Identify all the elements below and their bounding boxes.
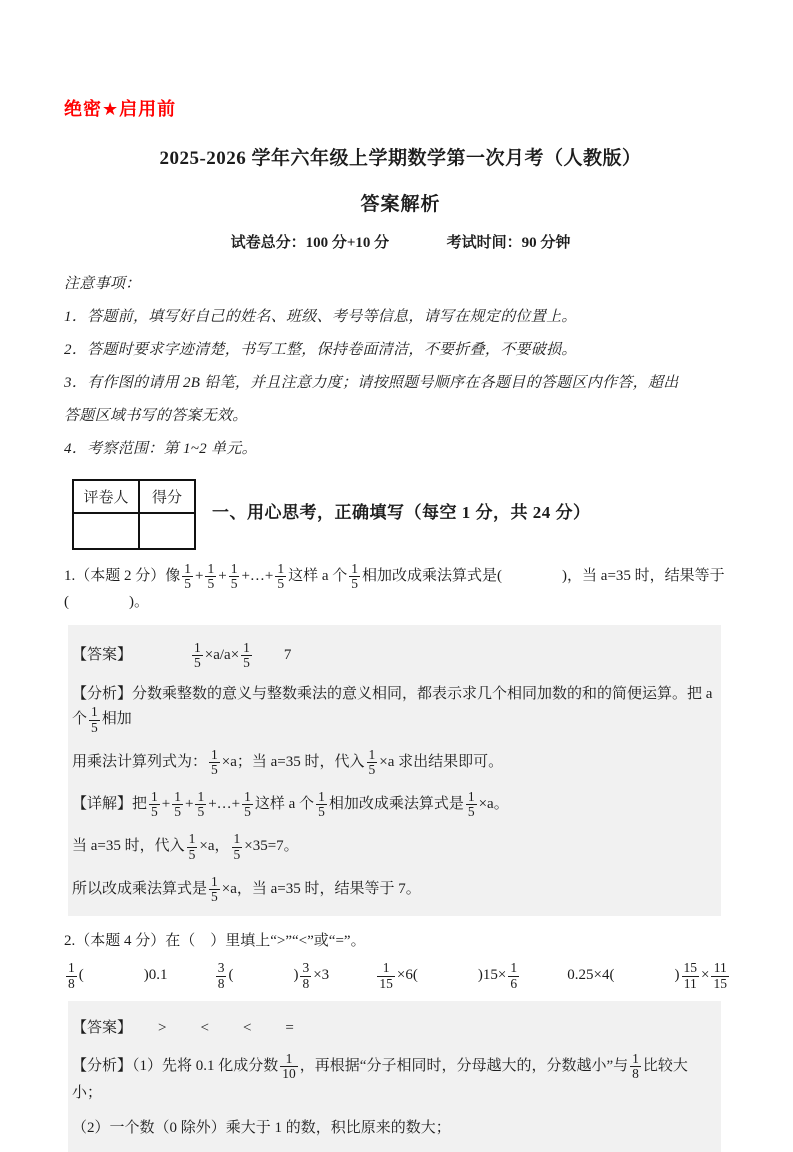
q2-answer-symbol-4: = — [285, 1019, 294, 1036]
fraction-denominator: 5 — [188, 846, 196, 862]
fraction-denominator: 5 — [194, 654, 201, 670]
secrecy-label: 绝密★启用前 — [64, 99, 177, 119]
fraction-numerator: 1 — [230, 561, 238, 576]
grader-score-row — [64, 479, 737, 550]
q2-comparison-item-4 — [567, 961, 731, 990]
plus-sign: + — [195, 568, 204, 585]
fraction-1-8 — [630, 1052, 641, 1081]
q1-detail-text-end: ×a。 — [478, 796, 509, 813]
notes-section — [64, 268, 737, 466]
q1-stem-post: 相加改成乘法算式是( )，当 a=35 时，结果等于( )。 — [64, 568, 725, 611]
q2-answer-symbol-3: < — [242, 1019, 252, 1036]
q2-analysis-text: （1）先将 0.1 化成分数 — [132, 1058, 279, 1075]
fraction-3-8 — [216, 961, 227, 990]
answer-label: 【答案】 — [72, 1019, 133, 1036]
fraction-denominator: 5 — [368, 761, 376, 777]
fraction-numerator: 1 — [211, 746, 218, 762]
fraction-numerator: 1 — [188, 831, 196, 847]
fraction-denominator: 5 — [207, 576, 215, 592]
fraction-denominator: 5 — [91, 719, 98, 735]
q1-detail-text-end: ×a，当 a=35 时，结果等于 7。 — [221, 880, 421, 897]
q1-analysis-text: 用乘法计算列式为： — [72, 753, 208, 770]
q1-analysis-line-1 — [72, 683, 713, 735]
fraction-numerator: 1 — [211, 873, 218, 889]
fraction-denominator: 5 — [351, 576, 359, 592]
fraction-1-5 — [89, 705, 100, 734]
cmp-text: ×6( )15× — [396, 967, 507, 984]
fraction-numerator: 1 — [151, 789, 158, 805]
q2-analysis-line-1 — [72, 1052, 713, 1104]
plus-ellipsis: +…+ — [241, 568, 274, 585]
q1-analysis-text: ×a；当 a=35 时，代入 — [221, 753, 365, 770]
fraction-1-5 — [182, 562, 193, 591]
fraction-numerator: 1 — [368, 746, 376, 762]
note-item-2: 2．答题时要求字迹清楚，书写工整，保持卷面清洁，不要折叠，不要破损。 — [64, 342, 577, 358]
fraction-numerator: 1 — [467, 789, 475, 805]
fraction-numerator: 1 — [243, 639, 250, 655]
cmp-text: × — [701, 967, 710, 984]
page-subtitle: 答案解析 — [360, 194, 441, 215]
fraction-numerator: 1 — [510, 960, 518, 976]
cmp-text: ×3 — [313, 967, 330, 984]
fraction-denominator: 5 — [174, 804, 181, 820]
fraction-denominator: 6 — [510, 975, 518, 991]
fraction-denominator: 5 — [233, 846, 241, 862]
exam-time-text: 考试时间：90 分钟 — [446, 235, 571, 251]
q2-comparison-item-3 — [375, 961, 521, 990]
detail-label: 【详解】 — [72, 796, 133, 813]
fraction-denominator: 5 — [184, 576, 192, 592]
fraction-numerator: 1 — [184, 561, 192, 576]
fraction-1-5 — [192, 641, 203, 670]
fraction-1-5 — [172, 790, 183, 819]
cmp-text: ( )0.1 — [78, 967, 168, 984]
q1-stem-mid: 这样 a 个 — [288, 568, 348, 585]
note-item-4: 4．考察范围：第 1~2 单元。 — [64, 441, 257, 457]
grader-blank-cell[interactable] — [73, 513, 139, 549]
page-title: 2025-2026 学年六年级上学期数学第一次月考（人教版） — [159, 148, 642, 169]
fraction-1-5 — [241, 641, 252, 670]
q1-detail-line-1 — [72, 790, 713, 819]
question-1-stem — [64, 562, 737, 615]
section-1-heading: 一、用心思考，正确填写（每空 1 分，共 24 分） — [212, 503, 591, 522]
exam-info-line — [64, 231, 737, 252]
fraction-1-5 — [205, 562, 216, 591]
score-blank-cell[interactable] — [139, 513, 195, 549]
fraction-denominator: 5 — [197, 804, 205, 820]
fraction-denominator: 11 — [682, 976, 700, 991]
fraction-1-5 — [195, 790, 206, 819]
q2-answer-line — [72, 1017, 713, 1040]
fraction-numerator: 1 — [277, 561, 285, 576]
q1-detail-text: 所以改成乘法算式是 — [72, 880, 208, 897]
q1-stem-pre: 1.（本题 2 分）像 — [64, 568, 181, 585]
q1-answer-block — [68, 625, 721, 917]
fraction-denominator: 5 — [244, 804, 251, 820]
cmp-text: 0.25×4( ) — [567, 967, 680, 984]
fraction-1-5 — [367, 748, 378, 777]
fraction-1-5 — [349, 562, 360, 591]
fraction-denominator: 8 — [302, 975, 310, 991]
fraction-11-15 — [711, 961, 729, 990]
fraction-denominator: 5 — [318, 804, 325, 820]
grader-score-table — [72, 479, 196, 550]
fraction-1-5 — [187, 832, 198, 861]
q1-analysis-text-end: ×a 求出结果即可。 — [379, 753, 504, 770]
fraction-denominator: 5 — [467, 804, 475, 820]
fraction-denominator: 5 — [277, 576, 285, 592]
fraction-denominator: 15 — [379, 975, 393, 991]
q2-answer-symbol-1: > — [158, 1019, 167, 1036]
q2-analysis-text: ，再根据“分子相同时，分母越大的，分数越小”与 — [299, 1058, 629, 1075]
fraction-numerator: 1 — [207, 561, 215, 576]
fraction-1-5 — [316, 790, 327, 819]
q2-answer-block — [68, 1001, 721, 1152]
q2-analysis-text-end: 比较大小； — [72, 1058, 688, 1101]
notes-heading: 注意事项： — [64, 276, 141, 292]
fraction-numerator: 15 — [683, 960, 697, 976]
q1-answer-result: 7 — [283, 646, 292, 663]
fraction-denominator: 8 — [217, 975, 225, 991]
fraction-numerator: 1 — [318, 789, 325, 805]
q2-comparison-row — [64, 961, 737, 990]
fraction-1-8 — [66, 961, 77, 990]
fraction-1-5 — [242, 790, 253, 819]
fraction-denominator: 5 — [243, 654, 250, 670]
fraction-denominator: 10 — [282, 1066, 296, 1082]
plus-sign: + — [185, 796, 194, 813]
q1-answer-line — [72, 641, 713, 670]
fraction-3-8 — [300, 961, 311, 990]
fraction-1-15 — [377, 961, 395, 990]
q2-comparison-item-1 — [64, 961, 168, 990]
q1-analysis-text: 分数乘整数的意义与整数乘法的意义相同，都表示求几个相同加数的和的简便运算。把 a 个 — [72, 685, 713, 728]
fraction-denominator: 8 — [632, 1066, 639, 1082]
q1-detail-line-2 — [72, 832, 713, 861]
fraction-numerator: 1 — [68, 960, 75, 976]
q1-detail-text-end: ×35=7。 — [244, 838, 299, 855]
q2-answer-symbol-2: < — [200, 1019, 209, 1036]
answer-label: 【答案】 — [72, 646, 133, 663]
analysis-label: 【分析】 — [72, 1058, 133, 1075]
fraction-numerator: 11 — [713, 960, 727, 976]
fraction-denominator: 8 — [68, 975, 75, 991]
fraction-numerator: 1 — [382, 960, 390, 976]
fraction-numerator: 1 — [632, 1051, 639, 1067]
total-score-text: 试卷总分：100 分+10 分 — [230, 235, 390, 251]
note-item-3-continued: 答题区域书写的答案无效。 — [64, 408, 248, 424]
cmp-text: ( ) — [228, 967, 299, 984]
fraction-denominator: 5 — [230, 576, 238, 592]
note-item-3: 3．有作图的请用 2B 铅笔，并且注意力度；请按照题号顺序在各题目的答题区内作答，超出 — [64, 375, 679, 391]
note-item-1: 1．答题前，填写好自己的姓名、班级、考号等信息，请写在规定的位置上。 — [64, 309, 577, 325]
analysis-label: 【分析】 — [72, 685, 133, 702]
fraction-numerator: 1 — [174, 789, 181, 805]
fraction-numerator: 1 — [351, 561, 359, 576]
grader-header-cell: 评卷人 — [73, 480, 139, 513]
q2-comparison-item-2 — [214, 961, 329, 990]
fraction-numerator: 3 — [217, 960, 225, 976]
q1-detail-text: 这样 a 个 — [254, 796, 315, 813]
q1-detail-text: 当 a=35 时，代入 — [72, 838, 185, 855]
fraction-1-6 — [508, 961, 519, 990]
plus-ellipsis: +…+ — [208, 796, 241, 813]
q2-analysis-line-2: （2）一个数（0 除外）乘大于 1 的数，积比原来的数大； — [72, 1120, 451, 1137]
fraction-numerator: 1 — [285, 1051, 293, 1067]
fraction-numerator: 1 — [91, 704, 98, 720]
q1-answer-expr: ×a/a× — [204, 646, 240, 663]
fraction-1-5 — [275, 562, 286, 591]
fraction-1-5 — [229, 562, 240, 591]
fraction-numerator: 1 — [244, 789, 251, 805]
q1-analysis-line-2 — [72, 748, 713, 777]
fraction-1-5 — [209, 748, 220, 777]
fraction-numerator: 3 — [302, 960, 310, 976]
q1-analysis-text-end: 相加 — [101, 711, 132, 728]
fraction-15-11 — [682, 961, 700, 990]
fraction-numerator: 1 — [233, 831, 241, 847]
plus-sign: + — [161, 796, 171, 813]
plus-sign: + — [218, 568, 227, 585]
question-2-stem: 2.（本题 4 分）在（ ）里填上“>”“<”或“=”。 — [64, 933, 366, 950]
fraction-1-5 — [149, 790, 160, 819]
fraction-denominator: 5 — [211, 888, 218, 904]
fraction-numerator: 1 — [194, 639, 201, 655]
fraction-1-5 — [209, 875, 220, 904]
q1-detail-text: 把 — [132, 796, 148, 813]
q1-detail-line-3 — [72, 875, 713, 904]
fraction-numerator: 1 — [197, 789, 205, 805]
score-header-cell: 得分 — [139, 480, 195, 513]
fraction-1-5 — [466, 790, 477, 819]
fraction-1-5 — [232, 832, 243, 861]
fraction-1-10 — [280, 1052, 298, 1081]
q1-detail-text: ×a， — [199, 838, 230, 855]
fraction-denominator: 5 — [151, 804, 158, 820]
fraction-denominator: 5 — [211, 761, 218, 777]
fraction-denominator: 15 — [713, 975, 727, 991]
q1-detail-text: 相加改成乘法算式是 — [328, 796, 464, 813]
